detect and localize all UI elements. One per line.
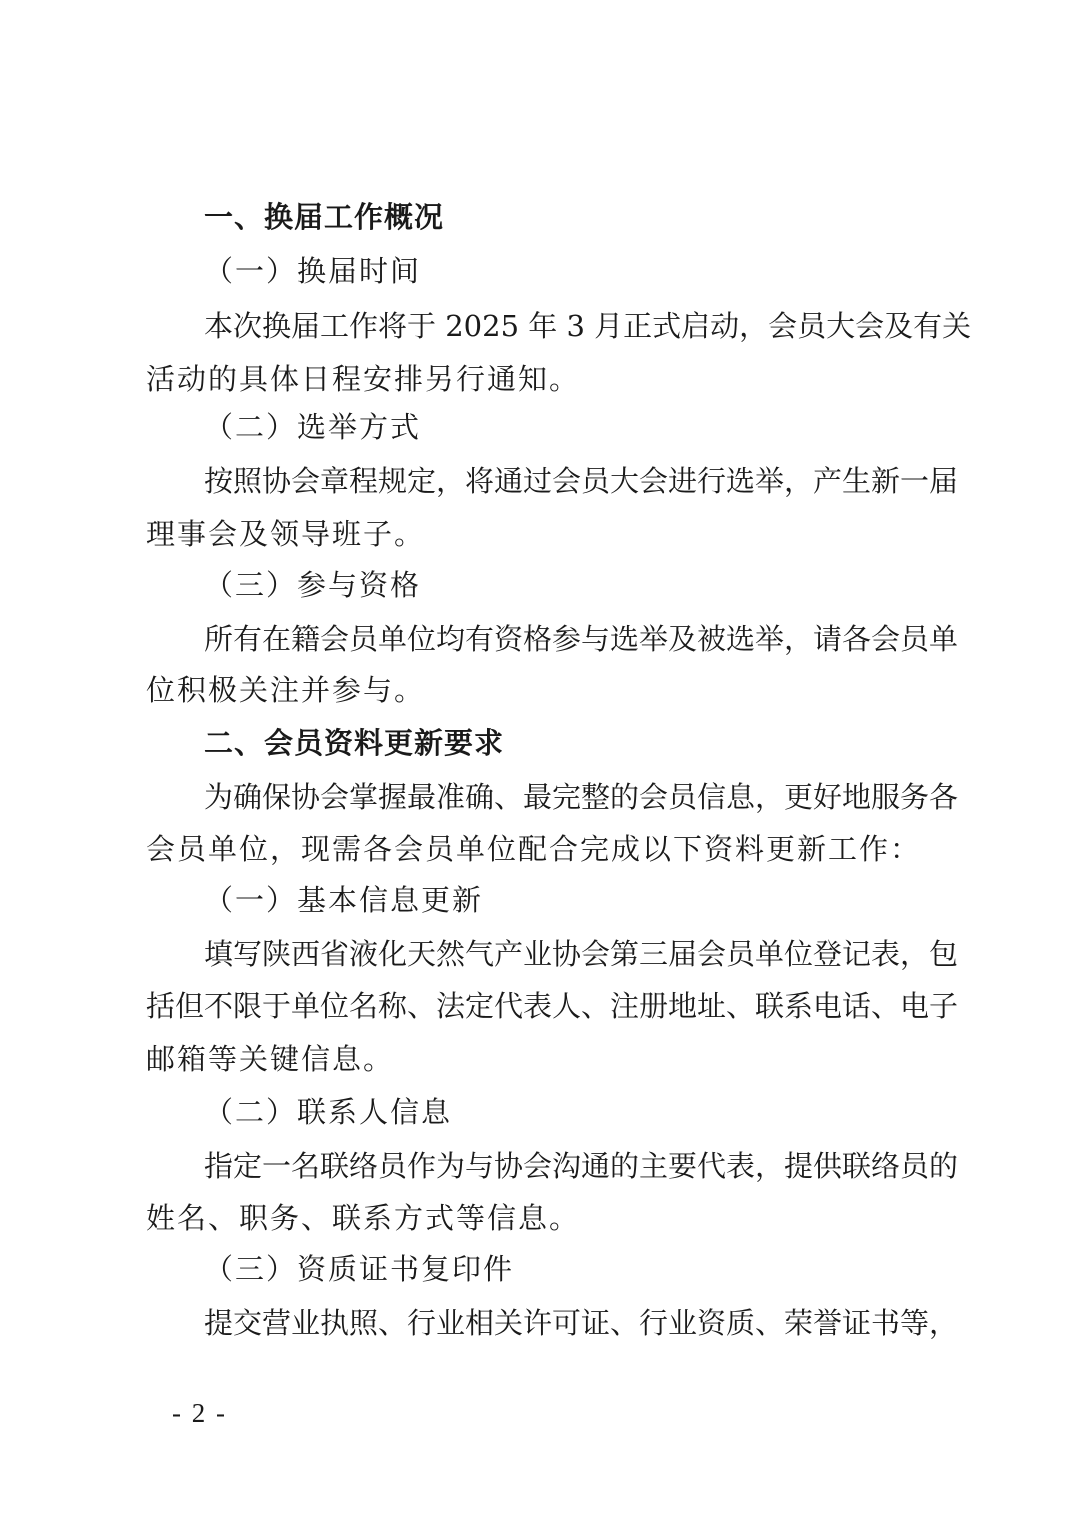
paragraph-line: 所有在籍会员单位均有资格参与选举及被选举，请各会员单 <box>204 622 959 656</box>
page-number: - 2 - <box>172 1398 227 1428</box>
paragraph-line: 会员单位，现需各会员单位配合完成以下资料更新工作： <box>146 832 922 866</box>
paragraph-line: 位积极关注并参与。 <box>146 673 426 707</box>
subsection-heading: （三）参与资格 <box>204 568 422 602</box>
subsection-heading: （一）基本信息更新 <box>204 883 484 917</box>
paragraph-line: 括但不限于单位名称、法定代表人、注册地址、联系电话、电子 <box>146 989 959 1023</box>
section-1-heading: 一、换届工作概况 <box>204 200 445 234</box>
paragraph-line: 本次换届工作将于 2025 年 3 月正式启动，会员大会及有关 <box>204 309 972 343</box>
paragraph-line: 为确保协会掌握最准确、最完整的会员信息，更好地服务各 <box>204 780 959 814</box>
paragraph-line: 按照协会章程规定，将通过会员大会进行选举，产生新一届 <box>204 464 959 498</box>
paragraph-line: 填写陕西省液化天然气产业协会第三届会员单位登记表，包 <box>204 937 959 971</box>
paragraph-line: 姓名、职务、联系方式等信息。 <box>146 1201 581 1235</box>
subsection-heading: （二）选举方式 <box>204 410 422 444</box>
subsection-heading: （二）联系人信息 <box>204 1095 453 1129</box>
subsection-heading: （一）换届时间 <box>204 254 422 288</box>
paragraph-line: 邮箱等关键信息。 <box>146 1042 395 1076</box>
section-2-heading: 二、会员资料更新要求 <box>204 726 505 760</box>
paragraph-line: 指定一名联络员作为与协会沟通的主要代表，提供联络员的 <box>204 1149 959 1183</box>
paragraph-line: 提交营业执照、行业相关许可证、行业资质、荣誉证书等， <box>204 1306 959 1340</box>
paragraph-line: 理事会及领导班子。 <box>146 517 426 551</box>
subsection-heading: （三）资质证书复印件 <box>204 1252 515 1286</box>
paragraph-line: 活动的具体日程安排另行通知。 <box>146 362 581 396</box>
